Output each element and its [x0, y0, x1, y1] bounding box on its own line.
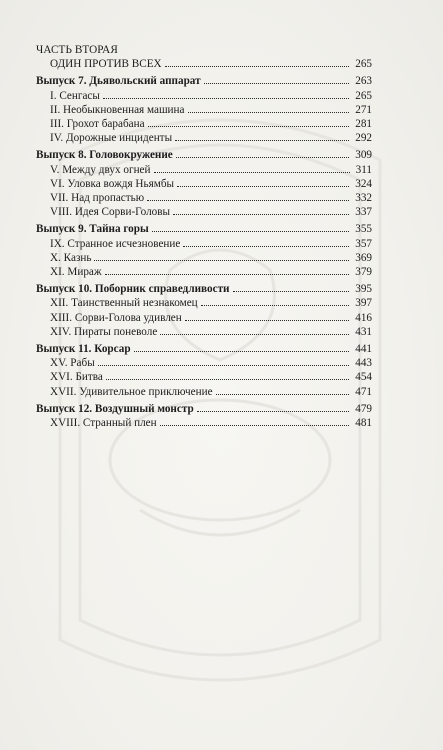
- dot-leader: [201, 305, 350, 306]
- dot-leader: [134, 351, 350, 352]
- dot-leader: [147, 200, 349, 201]
- dot-leader: [204, 83, 350, 84]
- toc-entry-part-title[interactable]: [36, 57, 372, 71]
- chapter-title: IX. Странное исчезновение: [50, 237, 181, 250]
- entry-page-number: 443: [355, 357, 372, 370]
- table-of-contents: [36, 43, 372, 430]
- chapter-title: XV. Рабы: [50, 357, 95, 370]
- entry-page-number: 271: [355, 103, 372, 116]
- issue-title: Выпуск 10. Поборник справедливости: [36, 283, 230, 296]
- issue-title: Выпуск 12. Воздушный монстр: [36, 402, 194, 415]
- toc-entry-chapter[interactable]: [36, 296, 372, 310]
- toc-entry-issue[interactable]: [36, 282, 372, 296]
- dot-leader: [152, 231, 350, 232]
- toc-entry-chapter[interactable]: [36, 356, 372, 370]
- entry-page-number: 416: [355, 311, 372, 324]
- dot-leader: [176, 157, 349, 158]
- chapter-title: XIII. Сорви-Голова удивлен: [50, 311, 182, 324]
- toc-entry-chapter[interactable]: [36, 385, 372, 399]
- entry-page-number: 265: [355, 58, 372, 71]
- entry-page-number: 441: [355, 343, 372, 356]
- toc-entry-chapter[interactable]: [36, 251, 372, 265]
- chapter-title: VI. Уловка вождя Ньямбы: [50, 177, 175, 190]
- toc-entry-chapter[interactable]: [36, 131, 372, 145]
- part-label: ЧАСТЬ ВТОРАЯ: [36, 44, 118, 56]
- dot-leader: [216, 394, 350, 395]
- entry-page-number: 479: [355, 402, 372, 415]
- chapter-title: V. Между двух огней: [50, 163, 151, 176]
- toc-entry-issue[interactable]: [36, 148, 372, 162]
- dot-leader: [188, 112, 350, 113]
- chapter-title: VII. Над пропастью: [50, 192, 145, 205]
- chapter-title: II. Необыкновенная машина: [50, 103, 185, 116]
- issue-title: Выпуск 8. Головокружение: [36, 149, 173, 162]
- entry-page-number: 281: [355, 118, 372, 131]
- entry-page-number: 481: [355, 417, 372, 430]
- dot-leader: [106, 379, 349, 380]
- chapter-title: XII. Таинственный незнакомец: [50, 297, 198, 310]
- dot-leader: [98, 365, 350, 366]
- issue-title: Выпуск 11. Корсар: [36, 343, 131, 356]
- dot-leader: [103, 98, 349, 99]
- entry-page-number: 311: [355, 163, 372, 176]
- entry-page-number: 454: [355, 371, 372, 384]
- dot-leader: [177, 186, 349, 187]
- toc-entry-chapter[interactable]: [36, 177, 372, 191]
- dot-leader: [183, 246, 349, 247]
- dot-leader: [185, 320, 349, 321]
- toc-entry-issue[interactable]: [36, 222, 372, 236]
- chapter-title: IV. Дорожные инциденты: [50, 132, 173, 145]
- entry-page-number: 431: [355, 325, 372, 338]
- dot-leader: [105, 274, 350, 275]
- entry-page-number: 355: [355, 223, 372, 236]
- entry-page-number: 292: [355, 132, 372, 145]
- entry-page-number: 369: [355, 251, 372, 264]
- dot-leader: [154, 172, 350, 173]
- toc-entry-chapter[interactable]: [36, 89, 372, 103]
- toc-entry-chapter[interactable]: [36, 103, 372, 117]
- entry-page-number: 265: [355, 89, 372, 102]
- dot-leader: [94, 260, 349, 261]
- issue-title: Выпуск 7. Дьявольский аппарат: [36, 75, 201, 88]
- chapter-title: XVII. Удивительное приключение: [50, 385, 213, 398]
- toc-entry-chapter[interactable]: [36, 163, 372, 177]
- chapter-title: III. Грохот барабана: [50, 118, 145, 131]
- toc-entry-chapter[interactable]: [36, 265, 372, 279]
- dot-leader: [148, 126, 350, 127]
- dot-leader: [160, 425, 350, 426]
- chapter-title: I. Сенгасы: [50, 89, 100, 102]
- entry-page-number: 357: [355, 237, 372, 250]
- dot-leader: [165, 66, 350, 67]
- entry-title: ОДИН ПРОТИВ ВСЕХ: [50, 58, 162, 71]
- chapter-title: VIII. Идея Сорви-Головы: [50, 206, 171, 219]
- entry-page-number: 379: [355, 266, 372, 279]
- chapter-title: XIV. Пираты поневоле: [50, 325, 158, 338]
- toc-entry-chapter[interactable]: [36, 117, 372, 131]
- entry-page-number: 332: [355, 192, 372, 205]
- dot-leader: [175, 140, 349, 141]
- entry-page-number: 324: [355, 177, 372, 190]
- toc-entry-chapter[interactable]: [36, 205, 372, 219]
- toc-entry-chapter[interactable]: [36, 416, 372, 430]
- toc-entry-issue[interactable]: [36, 74, 372, 88]
- dot-leader: [197, 411, 350, 412]
- toc-entry-chapter[interactable]: [36, 325, 372, 339]
- chapter-title: XI. Мираж: [50, 266, 102, 279]
- entry-page-number: 397: [355, 297, 372, 310]
- chapter-title: XVIII. Странный плен: [50, 417, 157, 430]
- toc-entry-chapter[interactable]: [36, 370, 372, 384]
- entry-page-number: 471: [355, 385, 372, 398]
- issue-title: Выпуск 9. Тайна горы: [36, 223, 149, 236]
- toc-entry-chapter[interactable]: [36, 311, 372, 325]
- dot-leader: [173, 214, 349, 215]
- entry-page-number: 395: [355, 283, 372, 296]
- toc-entry-issue[interactable]: [36, 402, 372, 416]
- dot-leader: [233, 291, 350, 292]
- entry-page-number: 309: [355, 149, 372, 162]
- toc-entry-issue[interactable]: [36, 342, 372, 356]
- entry-page-number: 337: [355, 206, 372, 219]
- toc-entry-chapter[interactable]: [36, 191, 372, 205]
- chapter-title: X. Казнь: [50, 251, 92, 264]
- entry-page-number: 263: [355, 75, 372, 88]
- toc-entry-chapter[interactable]: [36, 237, 372, 251]
- dot-leader: [160, 334, 349, 335]
- chapter-title: XVI. Битва: [50, 371, 103, 384]
